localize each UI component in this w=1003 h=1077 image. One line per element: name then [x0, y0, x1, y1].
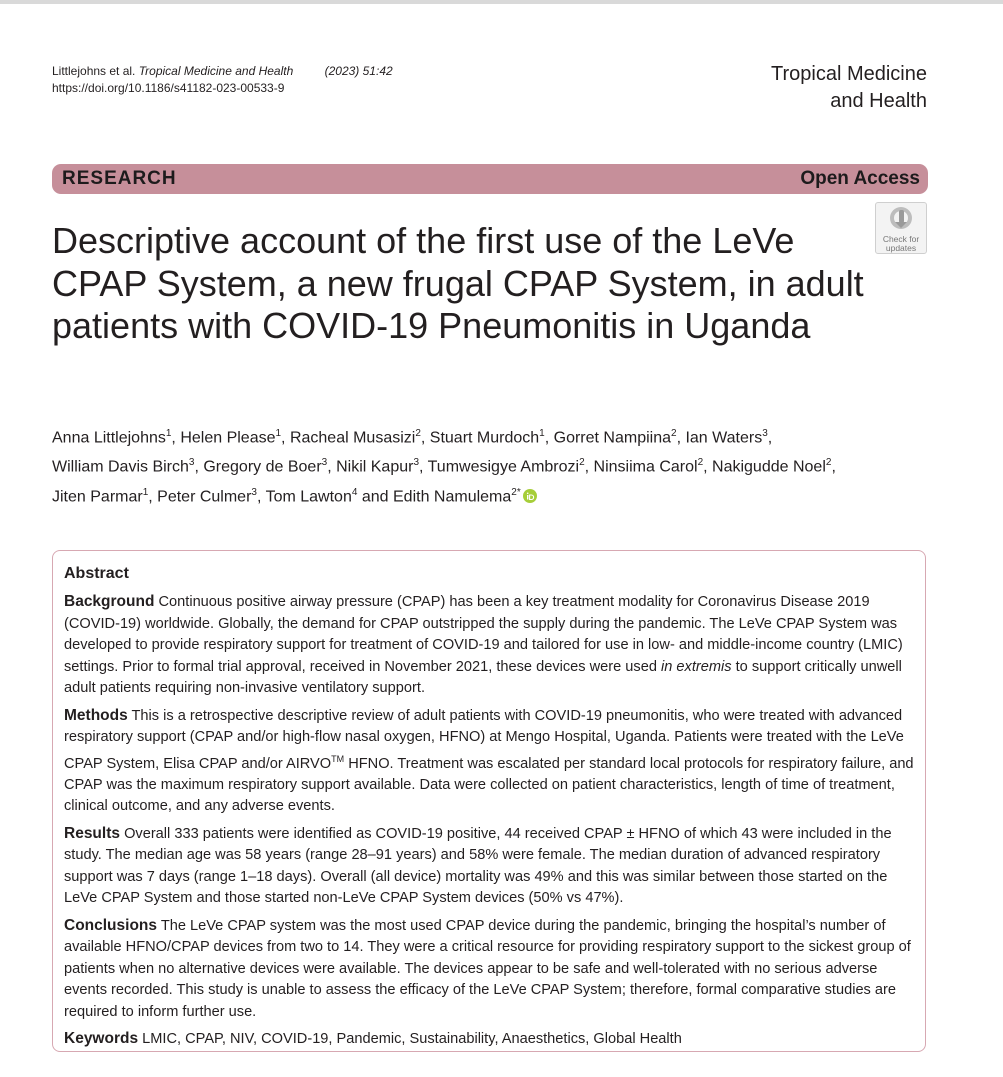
trademark-sup: TM	[331, 753, 345, 764]
separator: ,	[419, 458, 428, 476]
author-name: Anna Littlejohns	[52, 429, 166, 447]
check-updates-line2: updates	[885, 243, 917, 253]
background-italic: in extremis	[661, 658, 732, 675]
check-for-updates-icon[interactable]	[875, 202, 927, 254]
abstract-results	[64, 823, 914, 910]
author-name: Racheal Musasizi	[289, 429, 416, 447]
separator: and	[357, 487, 393, 505]
author-name: Ninsiima Carol	[593, 458, 698, 476]
author-affiliation: 2	[697, 457, 704, 469]
author-affiliation: 3	[188, 457, 195, 469]
abstract-keywords	[64, 1028, 914, 1051]
check-updates-badge-icon	[876, 206, 926, 235]
keywords-label: Keywords	[64, 1030, 139, 1048]
separator: ,	[767, 429, 773, 447]
separator: ,	[676, 429, 686, 447]
section-banner	[52, 164, 928, 194]
author-affiliation: 2	[579, 457, 585, 469]
author-affiliation: 1	[539, 428, 545, 439]
author-affiliation: 2	[825, 457, 832, 469]
abstract-heading: Abstract	[64, 565, 129, 582]
author-affiliation: 3	[762, 428, 768, 439]
author-affiliation: 1	[142, 486, 149, 498]
methods-text: This is a retrospective descriptive review of adult patients with COVID-19 pneumonitis, who were treated with advanced respiratory support (CPAP and/or high-flow nasal oxygen, HFNO) at Mengo Hospital, Uganda. Patients were treated with the LeVe CPAP System, Elisa CPAP and/or AIRVO	[64, 707, 904, 772]
author-affiliation: 2*	[511, 486, 521, 498]
author-affiliation: 1	[165, 428, 172, 439]
separator: ,	[831, 458, 836, 476]
citation-block	[52, 63, 393, 97]
separator: ,	[171, 429, 181, 447]
author-affiliation: 3	[251, 486, 257, 498]
author-name: Gregory de Boer	[203, 458, 322, 476]
author-affiliation: 4	[351, 486, 358, 498]
abstract-box	[52, 550, 926, 1052]
separator: ,	[584, 458, 594, 476]
author-name: Nikil Kapur	[336, 458, 414, 476]
separator: ,	[281, 429, 290, 447]
author-affiliation: 3	[321, 457, 328, 469]
results-label: Results	[64, 824, 120, 842]
keywords-text: LMIC, CPAP, NIV, COVID-19, Pandemic, Sustainability, Anaesthetics, Global Health	[142, 1031, 682, 1048]
author-name: Jiten Parmar	[52, 487, 143, 505]
background-label: Background	[64, 593, 155, 610]
section-label: RESEARCH	[62, 168, 177, 189]
author-name: Stuart Murdoch	[429, 429, 540, 447]
author-name: Nakigudde Noel	[712, 458, 826, 476]
check-updates-line1: Check for	[882, 234, 920, 244]
background-text-end: to support critically unwell adult patients requiring non-invasive ventilatory support.	[64, 658, 902, 696]
author-name: Ian Waters	[685, 429, 763, 447]
conclusions-label: Conclusions	[64, 916, 158, 934]
background-text: Continuous positive airway pressure (CPAP) has been a key treatment modality for Coronavirus Disease 2019 (COVID-19) worldwide. Globally, the demand for CPAP outstripped the supply during the pandemic. The LeVe CPAP System was developed to provide respiratory support for treatment of COVID-19 and tailored for use in low- and middle-income country (LMIC) settings. Prior to formal trial approval, received in November 2021, these devices were used	[64, 594, 903, 675]
open-access-label: Open Access	[800, 168, 920, 189]
abstract-conclusions	[64, 915, 914, 1024]
separator: ,	[327, 458, 337, 476]
journal-name-line1: Tropical Medicine	[771, 63, 927, 85]
author-affiliation: 3	[413, 457, 420, 469]
citation-doi-link[interactable]: https://doi.org/10.1186/s41182-023-00533-9	[52, 81, 285, 95]
author-affiliation: 2	[415, 428, 421, 439]
citation-year-volume: (2023) 51:42	[324, 64, 393, 78]
abstract-background	[64, 591, 914, 700]
separator: ,	[420, 429, 430, 447]
separator: ,	[703, 458, 713, 476]
separator: ,	[148, 487, 158, 505]
separator: ,	[256, 487, 266, 505]
methods-text-end: HFNO. Treatment was escalated per standard local protocols for respiratory failure, and CPAP was the maximum respiratory support available. Data were collected on patient characteristics, length of time of treatment, clinical outcome, and any adverse events.	[64, 755, 914, 815]
article-title: Descriptive account of the first use of the LeVe CPAP System, a new frugal CPAP System, in adult patients with COVID-19 Pneumonitis in Uganda	[52, 220, 864, 346]
methods-label: Methods	[64, 706, 128, 724]
author-affiliation: 2	[671, 428, 677, 439]
author-list	[52, 421, 942, 511]
separator: ,	[194, 458, 204, 476]
author-name: Helen Please	[180, 429, 276, 447]
journal-name-line2: and Health	[830, 90, 927, 112]
author-name: Edith Namulema	[393, 487, 512, 505]
citation-journal: Tropical Medicine and Health	[138, 64, 294, 78]
citation-authors: Littlejohns et al.	[52, 64, 136, 78]
journal-name	[771, 61, 927, 115]
conclusions-text: The LeVe CPAP system was the most used CPAP device during the pandemic, bringing the hospital’s number of available HFNO/CPAP devices from two to 14. They were a critical resource for providing respiratory support to the sickest group of patients when no alternative devices were available. The devices appear to be safe and well-tolerated with no serious adverse events recorded. This study is unable to assess the efficacy of the LeVe CPAP System; therefore, formal comparative studies are required to inform further use.	[64, 917, 911, 1020]
top-edge-line	[0, 0, 1003, 4]
author-name: Tom Lawton	[265, 487, 352, 505]
author-name: Tumwesigye Ambrozi	[427, 458, 580, 476]
author-name: Peter Culmer	[157, 487, 252, 505]
abstract-methods	[64, 705, 914, 818]
author-name: Gorret Nampiina	[553, 429, 671, 447]
separator: ,	[544, 429, 554, 447]
orcid-icon[interactable]	[523, 486, 537, 511]
author-affiliation: 1	[275, 428, 282, 439]
author-name: William Davis Birch	[52, 458, 189, 476]
results-text: Overall 333 patients were identified as COVID-19 positive, 44 received CPAP ± HFNO of which 43 were included in the study. The median age was 58 years (range 28–91 years) and 58% were female. The median duration of advanced respiratory support was 7 days (range 1–18 days). Overall (all device) mortality was 49% and this was similar between those started on the LeVe CPAP System and those started non-LeVe CPAP System devices (50% vs 47%).	[64, 825, 892, 907]
